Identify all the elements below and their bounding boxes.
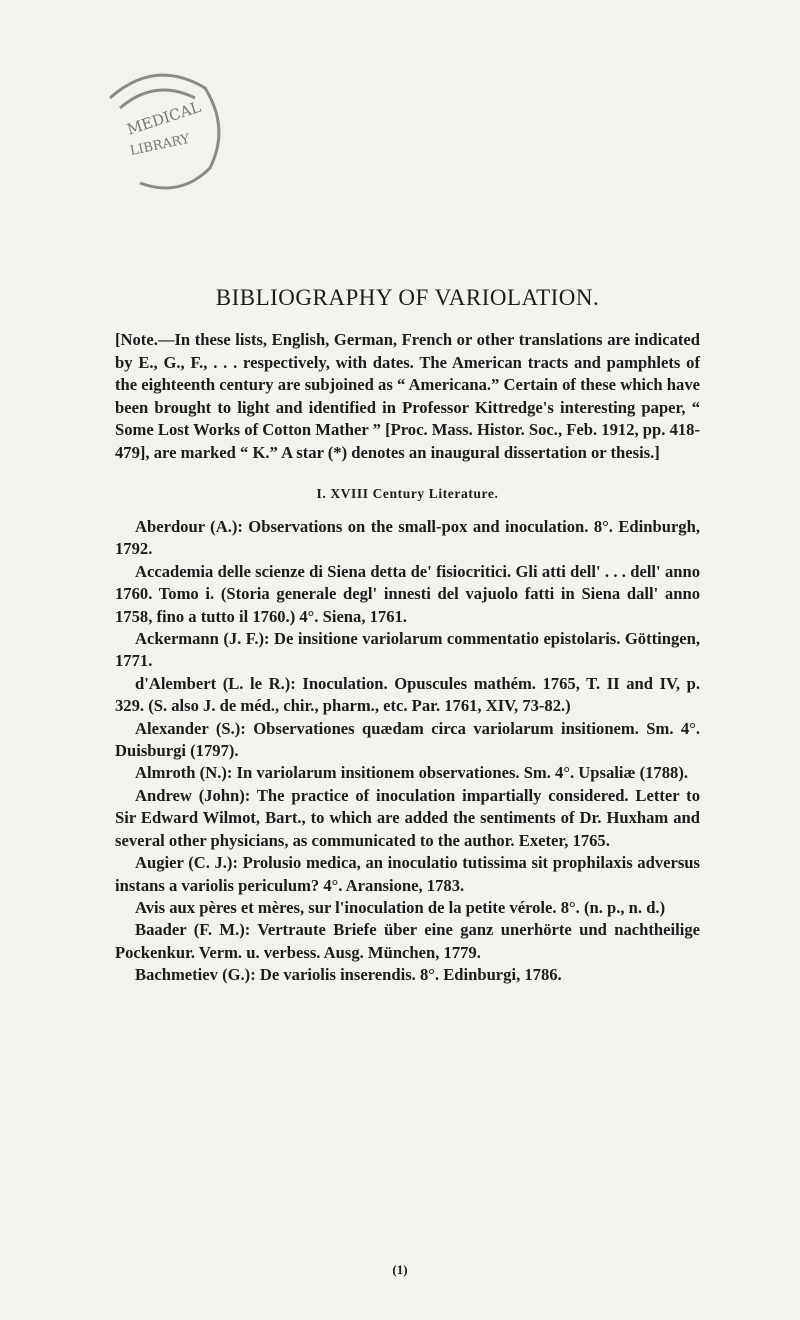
page-number: (1) <box>392 1262 408 1277</box>
bibliography-entry: Bachmetiev (G.): De variolis inserendis. 8°. Edinburgi, 1786. <box>135 965 562 985</box>
bibliography-entry: Alexander (S.): Observationes quædam circa variolarum insitionem. Sm. 4°. Duisburgi (1797). <box>115 718 700 761</box>
bibliography-entry: Avis aux pères et mères, sur l'inoculation de la petite vérole. 8°. (n. p., n. d.) <box>135 897 666 917</box>
section-heading: I. XVIII Century Literature. <box>316 486 499 501</box>
bibliography-entry: d'Alembert (L. le R.): Inoculation. Opuscules mathém. 1765, T. II and IV, p. 329. (S. also J. de méd., chir., pharm., etc. Par. 1761, XIV, 73-82.) <box>115 673 700 716</box>
page-title: BIBLIOGRAPHY OF VARIOLATION. <box>215 285 600 310</box>
bibliography-entry: Baader (F. M.): Vertraute Briefe über eine ganz unerhörte und nachtheilige Pockenkur. Verm. u. verbess. Ausg. München, 1779. <box>115 920 700 962</box>
bibliography-entry: Almroth (N.): In variolarum insitionem observationes. Sm. 4°. Upsaliæ (1788). <box>135 763 688 783</box>
library-stamp <box>80 58 230 198</box>
bibliography-entry: Andrew (John): The practice of inoculation impartially considered. Letter to Sir Edward Wilmot, Bart., to which are added the sentiments of Dr. Huxham and several other physicians, as communicated to the author. Exeter, 1765. <box>115 785 700 850</box>
bibliography-entry: Accademia delle scienze di Siena detta de' fisiocritici. Gli atti dell' . . . dell' anno 1760. Tomo i. (Storia generale degl' innesti del vajuolo fatti in Siena dall' anno 1758, fino a tutto il 1760.) 4°. Siena, 1761. <box>115 561 700 626</box>
bibliography-entry: Aberdour (A.): Observations on the small-pox and inoculation. 8°. Edinburgh, 1792. <box>115 517 700 559</box>
editorial-note: [Note.—In these lists, English, German, French or other translations are indicated by E., G., F., . . . respectively, with dates. The American tracts and pamphlets of the eighteenth century are subjoined as “ Americana.” Certain of these which have been brought to light and identified in Professor Kittredge's interesting paper, “ Some Lost Works of Cotton Mather ” [Proc. Mass. Histor. Soc., Feb. 1912, pp. 418-479], are marked “ K.” A star (*) denotes an inaugural dissertation or thesis.] <box>115 330 700 462</box>
bibliography-entry: Ackermann (J. F.): De insitione variolarum commentatio epistolaris. Göttingen, 1771. <box>115 629 700 671</box>
page-body <box>115 285 700 987</box>
stamp-label-top: MEDICAL <box>124 97 203 139</box>
stamp-label-bottom: LIBRARY <box>128 131 191 160</box>
bibliography-entry: Augier (C. J.): Prolusio medica, an inoculatio tutissima sit prophilaxis adversus instans a variolis periculum? 4°. Aransione, 1783. <box>115 853 700 895</box>
